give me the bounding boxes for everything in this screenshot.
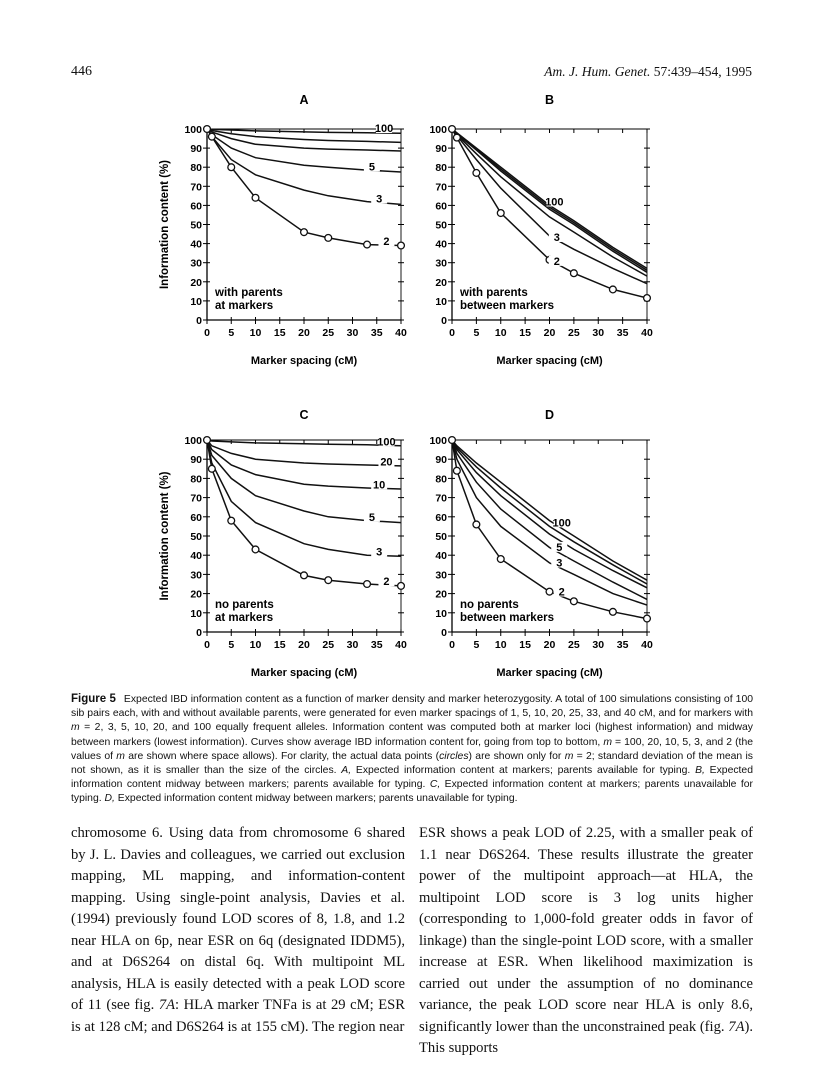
chart-panel-c	[159, 408, 407, 679]
y-tick-label: 20	[435, 588, 447, 601]
x-tick-label: 0	[204, 639, 210, 651]
figure-ref: 7A	[728, 1018, 745, 1035]
data-point-circle	[398, 242, 405, 249]
y-tick-label: 90	[190, 454, 202, 467]
y-tick-label: 70	[435, 492, 447, 505]
data-point-circle	[473, 170, 480, 177]
panel-annotation: no parents	[460, 599, 519, 611]
curve-label-m5: 5	[368, 511, 375, 524]
caption-text: = 2, 3, 5, 10, 20, and 100 equally frequent alleles. Information content was computed both at marker loci (highest information) and midway between markers (lowest information). Curves show average IBD information content for, going from top to bottom,	[71, 722, 753, 748]
curve-label-m10: 10	[373, 479, 386, 492]
x-axis-label: Marker spacing (cM)	[250, 667, 358, 679]
x-tick-label: 20	[298, 327, 310, 339]
x-tick-label: 25	[568, 327, 580, 339]
data-point-circle	[453, 467, 460, 474]
data-point-circle	[644, 295, 651, 302]
panel-title: B	[544, 93, 555, 107]
curve-label-m3: 3	[556, 557, 563, 570]
y-tick-label: 40	[190, 238, 202, 251]
x-tick-label: 5	[228, 327, 235, 339]
panel-title: C	[299, 408, 309, 422]
x-tick-label: 40	[641, 327, 653, 339]
y-tick-label: 50	[435, 219, 447, 232]
data-point-circle	[453, 134, 460, 141]
x-tick-label: 30	[346, 639, 359, 651]
series-line-m100	[452, 440, 647, 580]
caption-panel-ref: D,	[104, 793, 115, 805]
y-tick-label: 70	[435, 181, 447, 194]
x-tick-label: 30	[592, 327, 605, 339]
x-axis-label: Marker spacing (cM)	[250, 355, 358, 367]
y-tick-label: 0	[196, 627, 202, 639]
data-point-circle	[252, 194, 259, 201]
y-tick-label: 20	[190, 588, 202, 601]
x-tick-label: 15	[273, 639, 286, 651]
x-tick-label: 15	[273, 327, 286, 339]
data-point-circle	[228, 164, 235, 171]
y-tick-label: 10	[435, 607, 447, 620]
y-tick-label: 30	[435, 257, 447, 270]
series-line-m2	[207, 129, 401, 249]
caption-text: ) are shown only for	[468, 750, 565, 762]
x-tick-label: 10	[494, 327, 507, 339]
curve-label-m100: 100	[374, 123, 394, 136]
chart-panel-b	[429, 93, 653, 367]
page-number: 446	[71, 64, 92, 79]
curve-label-m100: 100	[545, 196, 564, 209]
y-tick-label: 60	[435, 200, 447, 213]
curve-label-m3: 3	[376, 193, 383, 206]
body-text: ESR shows a peak LOD of 2.25, with a smaller peak of 1.1 near D6S264. These results illustrate the greater power of the multipoint approach—at HLA, the multipoint LOD score is 3 log units higher (corresponding to 1,000-fold greater odds in favor of linkage) than the single-point LOD score, with a smaller increase at ESR. When likelihood maximization is carried out under the assumption of no dominance variance, the peak LOD score near HLA is only 8.6, significantly lower than the unconstrained peak (fig.	[419, 825, 753, 1035]
journal-name: Am. J. Hum. Genet.	[544, 64, 651, 79]
x-tick-label: 20	[543, 639, 556, 651]
curve-label-m100: 100	[377, 436, 396, 449]
data-point-circle	[449, 126, 456, 133]
x-tick-label: 15	[519, 639, 531, 651]
data-point-circle	[208, 133, 215, 140]
panel-annotation: no parents	[215, 599, 274, 611]
y-tick-label: 80	[190, 162, 202, 175]
y-tick-label: 50	[190, 219, 202, 232]
caption-text: are shown where space allows). For clarity, the actual data points (	[124, 750, 440, 762]
body-column-left	[71, 823, 405, 1038]
y-tick-label: 10	[190, 607, 202, 620]
x-tick-label: 40	[641, 639, 653, 651]
x-tick-label: 0	[449, 327, 455, 339]
y-tick-label: 10	[435, 295, 447, 308]
x-tick-label: 5	[228, 639, 235, 651]
y-tick-label: 40	[435, 238, 447, 251]
x-tick-label: 30	[592, 639, 605, 651]
x-tick-label: 25	[568, 639, 580, 651]
y-tick-label: 100	[429, 435, 447, 447]
y-tick-label: 0	[441, 315, 447, 327]
y-tick-label: 70	[190, 181, 202, 194]
x-tick-label: 5	[473, 327, 480, 339]
data-point-circle	[609, 608, 616, 615]
data-point-circle	[325, 234, 332, 241]
caption-text: Expected information content at markers; parents unavailable for typing.	[71, 779, 754, 805]
data-point-circle	[204, 437, 211, 444]
data-point-circle	[609, 286, 616, 293]
curve-label-m5: 5	[368, 161, 375, 174]
y-tick-label: 30	[190, 569, 202, 582]
x-tick-label: 35	[370, 639, 383, 651]
x-tick-label: 35	[616, 639, 629, 651]
x-tick-label: 0	[204, 327, 210, 339]
y-tick-label: 20	[435, 276, 447, 289]
y-tick-label: 80	[190, 473, 202, 486]
y-tick-label: 90	[435, 454, 447, 467]
curve-label-m3: 3	[376, 546, 383, 559]
y-tick-label: 50	[435, 531, 447, 543]
y-tick-label: 100	[184, 124, 202, 136]
caption-text: = 100, 20, 10, 5, 3, and 2 (the values of	[71, 736, 754, 762]
caption-text: Expected information content midway between markers; parents unavailable for typing.	[114, 793, 518, 805]
y-tick-label: 60	[190, 511, 202, 524]
body-column-right	[419, 823, 753, 1060]
data-point-circle	[497, 556, 504, 563]
data-point-circle	[398, 583, 405, 590]
y-tick-label: 50	[190, 531, 202, 543]
caption-panel-ref: C,	[429, 779, 441, 791]
curve-label-m3: 3	[553, 231, 560, 244]
x-tick-label: 10	[249, 639, 262, 651]
chart-panel-d	[429, 408, 653, 679]
x-tick-label: 20	[298, 639, 310, 651]
figure-ref: 7A	[158, 997, 176, 1013]
data-point-circle	[364, 581, 371, 588]
y-tick-label: 20	[190, 276, 202, 289]
y-tick-label: 90	[190, 143, 202, 156]
journal-volume-pages: 57:439–454, 1995	[653, 64, 752, 79]
x-tick-label: 25	[322, 639, 335, 651]
y-tick-label: 30	[435, 569, 447, 582]
data-point-circle	[301, 229, 308, 236]
panel-annotation: at markers	[215, 612, 274, 624]
caption-var: m	[71, 722, 80, 734]
x-tick-label: 10	[249, 327, 262, 339]
y-axis-label: Information content (%)	[159, 159, 171, 290]
caption-panel-ref: B,	[695, 765, 705, 777]
curve-label-m5: 5	[556, 541, 563, 554]
panel-annotation: with parents	[460, 287, 528, 299]
data-point-circle	[252, 546, 259, 553]
y-tick-label: 100	[429, 124, 447, 136]
x-tick-label: 25	[322, 327, 335, 339]
caption-text: = 2; standard deviation of the mean is not shown, as it is smaller than the size of the circles.	[71, 750, 754, 777]
x-tick-label: 35	[616, 327, 629, 339]
y-tick-label: 80	[435, 162, 447, 175]
y-tick-label: 60	[435, 511, 447, 524]
panel-title: D	[544, 408, 555, 422]
y-axis-label: Information content (%)	[159, 471, 171, 601]
data-point-circle	[204, 126, 211, 133]
x-tick-label: 5	[473, 639, 480, 651]
y-tick-label: 90	[435, 143, 447, 156]
curve-label-m2: 2	[383, 576, 390, 589]
data-point-circle	[301, 572, 308, 579]
caption-text: Expected information content at markers; parents available for typing.	[351, 765, 696, 777]
curve-label-m2: 2	[383, 236, 390, 249]
y-tick-label: 0	[441, 627, 447, 639]
caption-var: circles	[439, 750, 469, 762]
data-point-circle	[473, 521, 480, 528]
data-point-circle	[570, 598, 577, 605]
panel-annotation: between markers	[460, 300, 554, 312]
y-tick-label: 10	[190, 295, 202, 308]
y-tick-label: 40	[435, 550, 447, 563]
y-tick-label: 0	[196, 315, 202, 327]
data-point-circle	[546, 588, 553, 595]
x-tick-label: 40	[395, 327, 407, 339]
data-point-circle	[497, 210, 504, 217]
series-line-m3	[207, 440, 401, 556]
curve-label-m2: 2	[553, 255, 560, 268]
curve-label-m2: 2	[558, 586, 565, 599]
body-text: ). This supports	[419, 1018, 753, 1056]
y-tick-label: 80	[435, 473, 447, 486]
chart-panel-a	[159, 93, 407, 367]
x-tick-label: 20	[543, 327, 556, 339]
data-point-circle	[449, 437, 456, 444]
caption-var: m	[564, 750, 574, 762]
y-tick-label: 100	[184, 435, 202, 447]
caption-var: m	[116, 750, 125, 762]
x-tick-label: 40	[395, 639, 407, 651]
series-line-m10	[452, 440, 647, 588]
figure-caption	[71, 692, 753, 807]
caption-text: Expected information content midway between markers; parents available for typing.	[71, 765, 753, 791]
x-tick-label: 35	[370, 327, 383, 339]
x-tick-label: 15	[519, 327, 531, 339]
y-tick-label: 60	[190, 200, 202, 213]
x-tick-label: 10	[494, 639, 507, 651]
panel-annotation: with parents	[215, 287, 283, 299]
panel-title: A	[299, 93, 309, 107]
caption-panel-ref: A,	[341, 765, 352, 777]
x-axis-label: Marker spacing (cM)	[496, 355, 603, 367]
figure-label: Figure 5	[71, 693, 116, 705]
curve-label-m20: 20	[380, 456, 393, 469]
data-point-circle	[364, 241, 371, 248]
curve-label-m100: 100	[552, 517, 571, 530]
y-tick-label: 70	[190, 492, 202, 505]
y-tick-label: 30	[190, 257, 202, 270]
data-point-circle	[570, 270, 577, 277]
x-axis-label: Marker spacing (cM)	[496, 667, 603, 679]
series-line-m3	[452, 440, 647, 605]
x-tick-label: 0	[449, 639, 455, 651]
x-tick-label: 30	[346, 327, 359, 339]
data-point-circle	[228, 517, 235, 524]
data-point-circle	[644, 615, 651, 622]
data-point-circle	[208, 465, 215, 472]
data-point-circle	[325, 577, 332, 584]
caption-text: Expected IBD information content as a function of marker density and marker heterozygosity. A total of 100 simulations consisting of 100 sib pairs each, with and without available parents, were generated for even marker spacings of 1, 5, 10, 20, 25, 33, and 40 cM, and for markers with	[71, 694, 753, 720]
y-tick-label: 40	[190, 550, 202, 563]
body-text: : HLA marker TNFa is at 29 cM; ESR is at 128 cM; and D6S264 is at 155 cM). The region near	[71, 997, 406, 1035]
body-text: chromosome 6. Using data from chromosome 6 shared by J. L. Davies and colleagues, we carried out exclusion mapping, ML mapping, and information-content mapping. Using single-point analysis, Davies et al. (1994) previously found LOD scores of 8, 1.8, and 1.2 near HLA on 6p, near ESR on 6q (designated IDDM5), and at D6S264 on distal 6q. With multipoint ML analysis, HLA is easily detected with a peak LOD score of 11 (see fig.	[71, 825, 405, 1013]
panel-annotation: between markers	[460, 612, 554, 624]
caption-var: m	[603, 736, 612, 748]
panel-annotation: at markers	[215, 300, 274, 312]
